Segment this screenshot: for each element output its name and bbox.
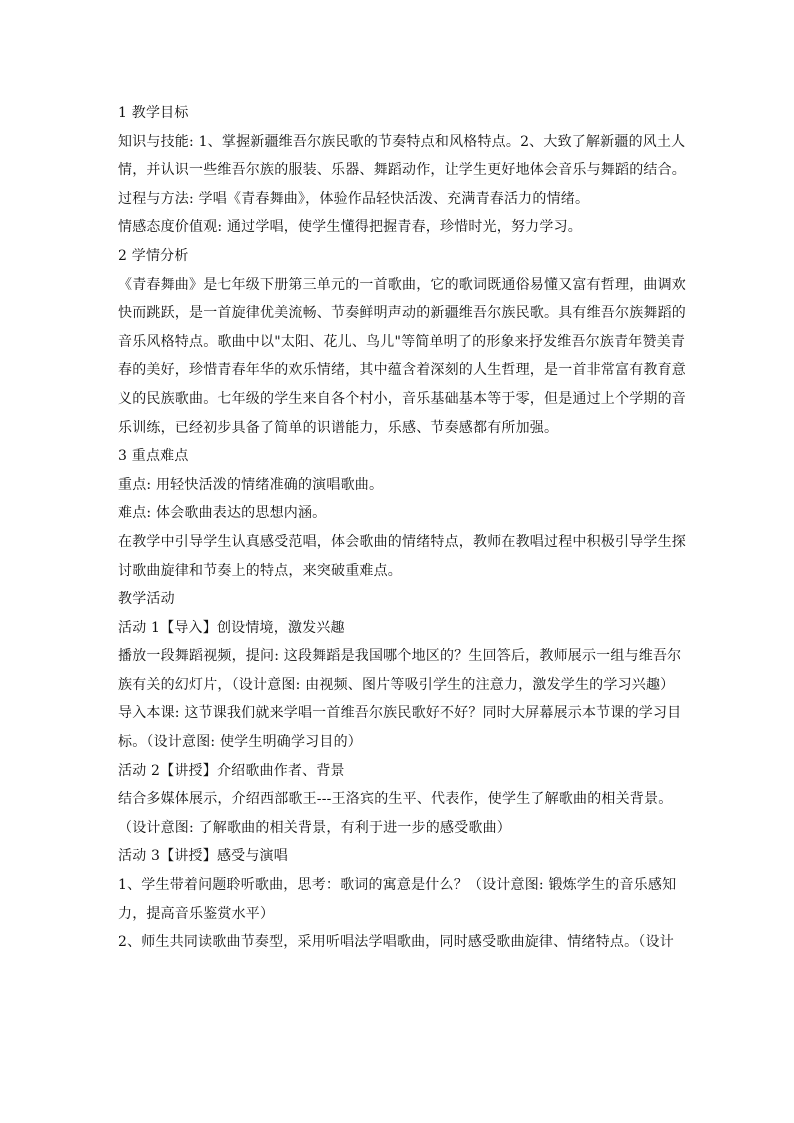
paragraph-line: 音乐风格特点。歌曲中以"太阳、花儿、鸟儿"等简单明了的形象来抒发维吾尔族青年赞美青 xyxy=(118,333,686,350)
paragraph-line: 结合多媒体展示，介绍西部歌王---王洛宾的生平、代表作，使学生了解歌曲的相关背景。 xyxy=(118,791,673,808)
paragraph-line: 乐训练，已经初步具备了简单的识谱能力，乐感、节奏感都有所加强。 xyxy=(118,419,559,436)
paragraph-line: 在教学中引导学生认真感受范唱，体会歌曲的情绪特点，教师在教唱过程中积极引导学生探 xyxy=(118,533,686,550)
paragraph-line: 族有关的幻灯片，（设计意图: 由视频、图片等吸引学生的注意力，激发学生的学习兴趣） xyxy=(118,676,675,693)
section-heading-activities: 教学活动 xyxy=(118,591,175,608)
paragraph-line: 讨歌曲旋律和节奏上的特点，来突破重难点。 xyxy=(118,562,402,579)
activity-title: 活动 3【讲授】感受与演唱 xyxy=(118,848,288,865)
paragraph-line: 知识与技能: 1、掌握新疆维吾尔族民歌的节奏特点和风格特点。2、大致了解新疆的风土人 xyxy=(118,133,686,150)
paragraph-line: 力，提高音乐鉴赏水平） xyxy=(118,905,275,922)
paragraph-line: 播放一段舞蹈视频，提问: 这段舞蹈是我国哪个地区的？生回答后，教师展示一组与维吾尔 xyxy=(118,648,682,665)
section-heading-student-analysis: 2 学情分析 xyxy=(118,247,189,264)
section-heading-key-points: 3 重点难点 xyxy=(118,448,189,465)
paragraph-line: 快而跳跃，是一首旋律优美流畅、节奏鲜明声动的新疆维吾尔族民歌。具有维吾尔族舞蹈的 xyxy=(118,305,686,322)
document-page xyxy=(118,99,686,957)
section-heading-teaching-goals: 1 教学目标 xyxy=(118,105,189,121)
paragraph-line: 情，并认识一些维吾尔族的服装、乐器、舞蹈动作，让学生更好地体会音乐与舞蹈的结合。 xyxy=(118,162,686,179)
paragraph-line: 春的美好，珍惜青春年华的欢乐情绪，其中蕴含着深刻的人生哲理，是一首非常富有教育意 xyxy=(118,362,686,379)
paragraph-line: 难点: 体会歌曲表达的思想内涵。 xyxy=(118,505,327,522)
paragraph-line: 《青春舞曲》是七年级下册第三单元的一首歌曲，它的歌词既通俗易懂又富有哲理，曲调欢 xyxy=(118,276,686,293)
activity-title: 活动 2【讲授】介绍歌曲作者、背景 xyxy=(118,762,345,779)
paragraph-line: 1、学生带着问题聆听歌曲，思考：歌词的寓意是什么？（设计意图: 锻炼学生的音乐感知 xyxy=(118,877,677,894)
paragraph-line: 标。（设计意图: 使学生明确学习目的） xyxy=(118,734,362,751)
activity-title: 活动 1【导入】创设情境，激发兴趣 xyxy=(118,619,345,636)
paragraph-line: 情感态度价值观: 通过学唱，使学生懂得把握青春，珍惜时光，努力学习。 xyxy=(118,219,582,236)
paragraph-line: 义的民族歌曲。七年级的学生来自各个村小，音乐基础基本等于零，但是通过上个学期的音 xyxy=(118,390,686,407)
paragraph-line: （设计意图: 了解歌曲的相关背景，有利于进一步的感受歌曲） xyxy=(118,819,511,836)
paragraph-line: 过程与方法: 学唱《青春舞曲》，体验作品轻快活泼、充满青春活力的情绪。 xyxy=(118,190,590,207)
paragraph-line: 导入本课: 这节课我们就来学唱一首维吾尔族民歌好不好？同时大屏幕展示本节课的学习目 xyxy=(118,705,682,722)
paragraph-line: 2、师生共同读歌曲节奏型，采用听唱法学唱歌曲，同时感受歌曲旋律、情绪特点。（设计 xyxy=(118,934,674,951)
paragraph-line: 重点: 用轻快活泼的情绪准确的演唱歌曲。 xyxy=(118,476,384,493)
